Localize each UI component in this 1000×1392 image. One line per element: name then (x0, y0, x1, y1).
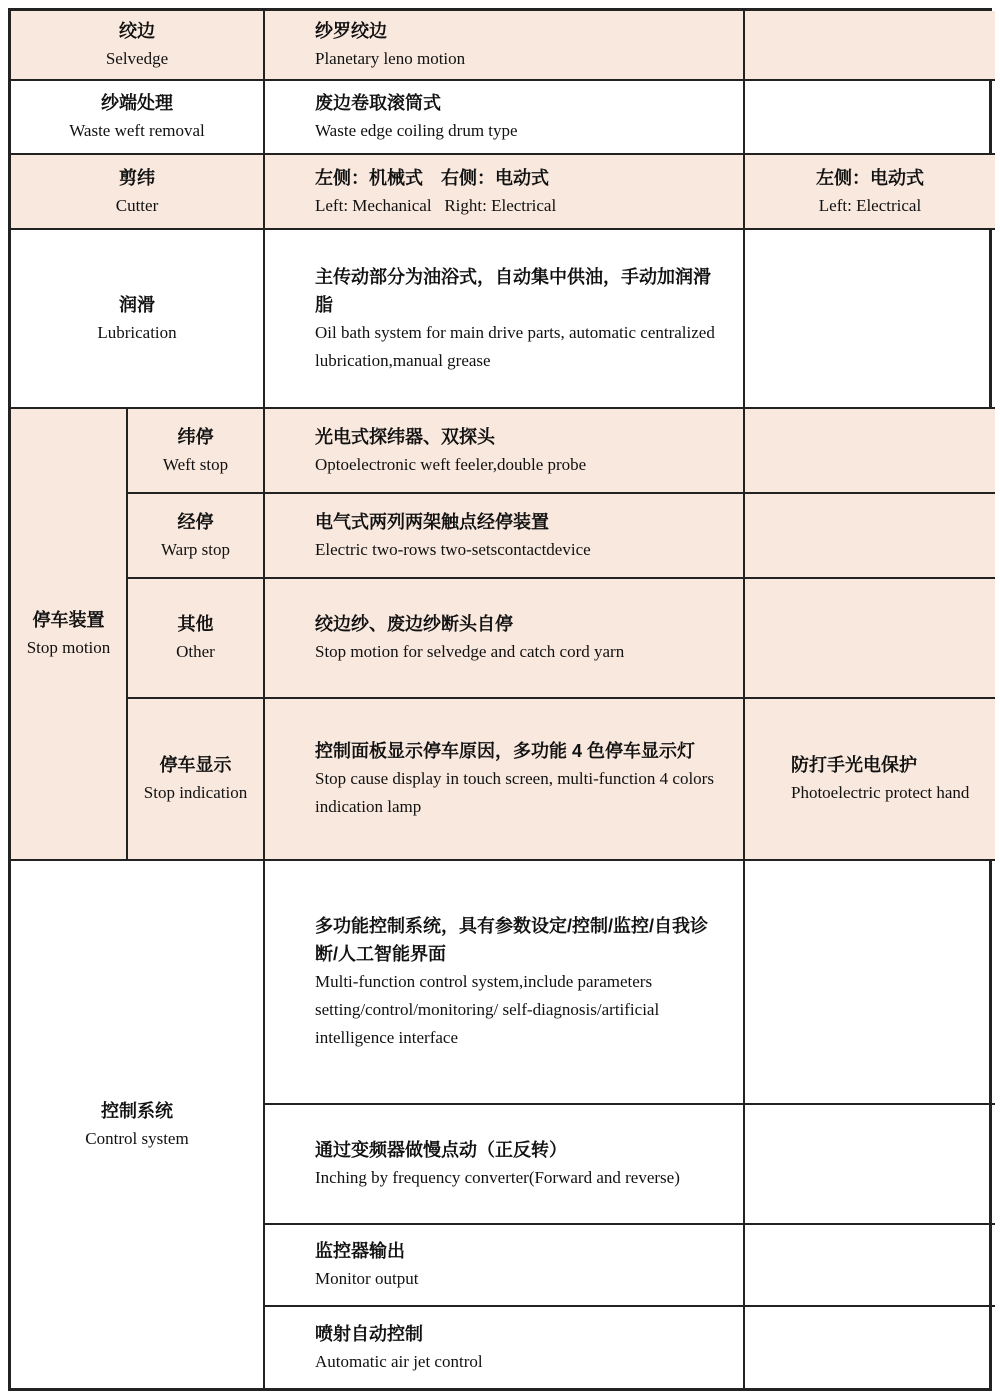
row-lubrication-label (11, 230, 265, 409)
row-control-multifunction-note (745, 861, 995, 1105)
row-selvedge-desc-en: Planetary leno motion (315, 49, 466, 68)
row-stop-indication-label-en: Stop indication (143, 783, 248, 802)
row-lubrication-desc (265, 230, 745, 409)
row-weft-stop-desc-zh: 光电式探纬器、双探头 (315, 426, 495, 447)
row-warp-stop-desc-zh: 电气式两列两架触点经停装置 (315, 511, 549, 532)
row-stop-indication-desc-zh: 控制面板显示停车原因，多功能 4 色停车显示灯 (315, 741, 696, 761)
row-control-airjet-desc-zh: 喷射自动控制 (315, 1323, 423, 1344)
row-warp-stop-desc-en: Electric two-rows two-setscontactdevice (315, 539, 591, 559)
row-weft-stop-label (128, 409, 265, 494)
row-selvedge-label (11, 11, 265, 81)
row-cutter-note-zh: 左侧：电动式 (816, 167, 924, 188)
row-waste-weft-label-en: Waste weft removal (69, 121, 205, 140)
row-control-multifunction-desc (265, 861, 745, 1105)
row-selvedge-desc (265, 11, 745, 81)
row-waste-weft-label (11, 81, 265, 155)
row-cutter-note (745, 155, 995, 230)
row-selvedge-note (745, 11, 995, 81)
group-stop-motion-label (11, 409, 128, 861)
row-waste-weft-desc-zh: 废边卷取滚筒式 (315, 93, 441, 113)
row-stop-indication-desc-en: Stop cause display in touch screen, multi-function 4 colors indication lamp (315, 769, 719, 816)
row-other-stop-label (128, 579, 265, 699)
row-cutter-desc (265, 155, 745, 230)
row-other-stop-desc-en: Stop motion for selvedge and catch cord yarn (315, 642, 625, 661)
row-lubrication-desc-en: Oil bath system for main drive parts, automatic centralized lubrication,manual grease (315, 322, 720, 370)
row-other-stop-note (745, 579, 995, 699)
row-weft-stop-label-en: Weft stop (162, 454, 229, 474)
row-control-airjet-note (745, 1307, 995, 1388)
row-cutter-desc-zh: 左侧：机械式 右侧：电动式 (315, 167, 549, 188)
row-waste-weft-note (745, 81, 995, 155)
row-control-airjet-desc (265, 1307, 745, 1388)
group-stop-motion-label-zh: 停车装置 (32, 610, 105, 630)
row-control-monitor-desc (265, 1225, 745, 1307)
row-warp-stop-label (128, 494, 265, 579)
row-other-stop-label-en: Other (176, 642, 215, 661)
row-selvedge-label-en: Selvedge (105, 49, 169, 68)
row-stop-indication-note-zh: 防打手光电保护 (791, 755, 917, 775)
row-stop-indication-note-en: Photoelectric protect hand (791, 783, 970, 802)
row-warp-stop-note (745, 494, 995, 579)
row-cutter-desc-en: Left: Mechanical Right: Electrical (315, 195, 557, 215)
row-warp-stop-label-en: Warp stop (161, 539, 230, 559)
row-cutter-label-en: Cutter (115, 195, 159, 215)
row-lubrication-note (745, 230, 995, 409)
row-stop-indication-desc (265, 699, 745, 861)
row-stop-indication-label-zh: 停车显示 (159, 755, 232, 775)
row-cutter-label (11, 155, 265, 230)
row-stop-indication-note (745, 699, 995, 861)
row-control-monitor-note (745, 1225, 995, 1307)
group-control-system-label-zh: 控制系统 (101, 1100, 173, 1121)
row-other-stop-desc (265, 579, 745, 699)
row-stop-indication-label (128, 699, 265, 861)
row-other-stop-label-zh: 其他 (177, 614, 214, 634)
row-weft-stop-desc-en: Optoelectronic weft feeler,double probe (315, 454, 587, 474)
row-other-stop-desc-zh: 绞边纱、废边纱断头自停 (315, 614, 513, 634)
row-cutter-note-en: Left: Electrical (818, 195, 922, 215)
row-control-monitor-desc-zh: 监控器输出 (315, 1241, 405, 1261)
row-selvedge-desc-zh: 纱罗绞边 (315, 21, 387, 41)
row-waste-weft-desc-en: Waste edge coiling drum type (315, 121, 518, 140)
group-control-system-label (11, 861, 265, 1388)
row-control-airjet-desc-en: Automatic air jet control (315, 1351, 483, 1371)
row-control-inching-desc-zh: 通过变频器做慢点动（正反转） (315, 1140, 567, 1160)
row-lubrication-desc-zh: 主传动部分为油浴式，自动集中供油，手动加润滑脂 (315, 266, 711, 315)
row-waste-weft-desc (265, 81, 745, 155)
row-waste-weft-label-zh: 纱端处理 (101, 93, 173, 113)
row-control-monitor-desc-en: Monitor output (315, 1269, 419, 1288)
group-stop-motion-label-en: Stop motion (26, 638, 111, 657)
row-selvedge-label-zh: 绞边 (119, 21, 155, 41)
spec-table (8, 8, 992, 1391)
row-control-multifunction-desc-en: Multi-function control system,include parameters setting/control/monitoring/ self-diagnosis/artificial intelligence interface (315, 972, 664, 1047)
row-warp-stop-desc (265, 494, 745, 579)
row-warp-stop-label-zh: 经停 (177, 511, 214, 532)
row-weft-stop-label-zh: 纬停 (177, 426, 214, 447)
row-cutter-label-zh: 剪纬 (119, 167, 155, 188)
group-control-system-label-en: Control system (85, 1128, 189, 1148)
row-control-inching-note (745, 1105, 995, 1225)
row-lubrication-label-zh: 润滑 (119, 294, 155, 315)
row-control-inching-desc (265, 1105, 745, 1225)
row-lubrication-label-en: Lubrication (97, 322, 177, 342)
row-weft-stop-note (745, 409, 995, 494)
row-weft-stop-desc (265, 409, 745, 494)
row-control-inching-desc-en: Inching by frequency converter(Forward and reverse) (315, 1168, 680, 1187)
row-control-multifunction-desc-zh: 多功能控制系统，具有参数设定/控制/监控/自我诊断/人工智能界面 (315, 916, 709, 964)
